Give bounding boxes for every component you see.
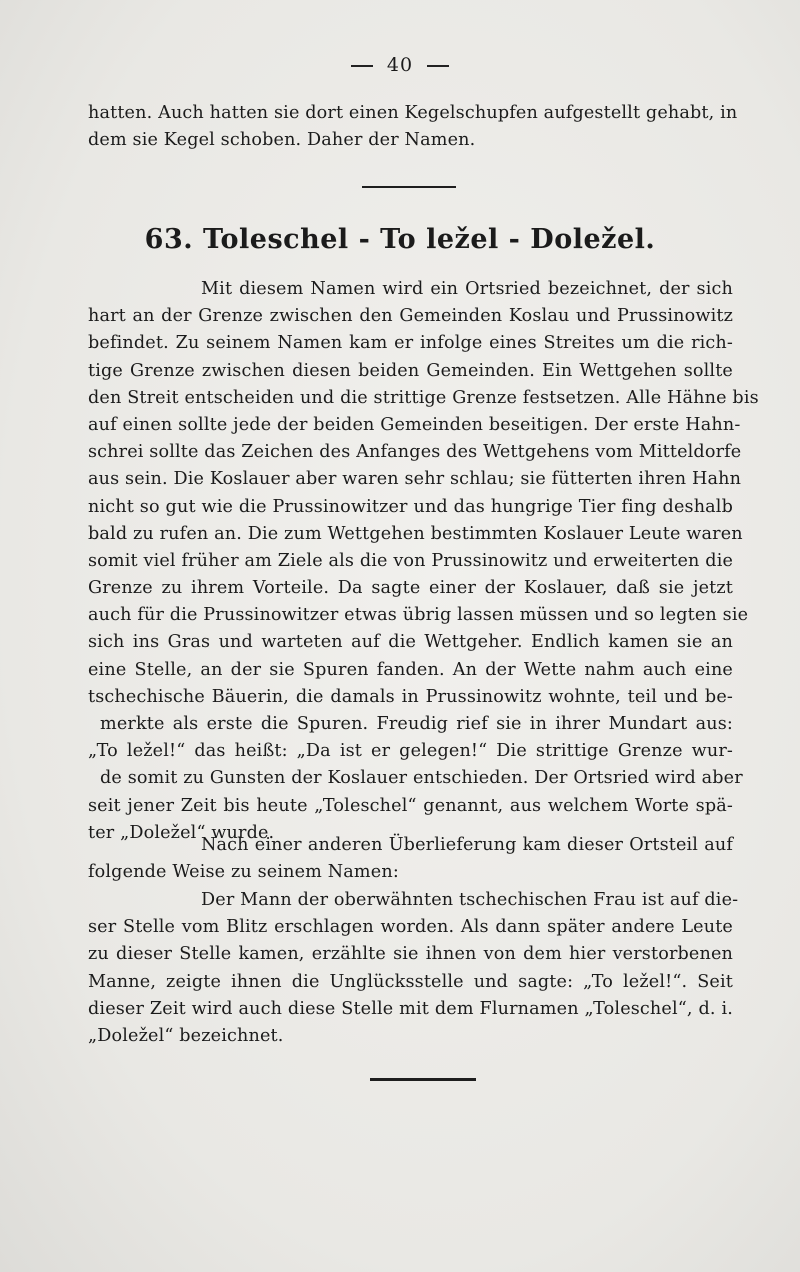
text-line: hatten. Auch hatten sie dort einen Kegelschupfen aufgestellt gehabt, in [88,103,738,123]
end-rule [370,1078,476,1081]
text-line: auch für die Prussinowitzer etwas übrig lassen müssen und so legten sie [88,605,749,626]
page-number-text: 40 [386,54,414,76]
text-line: auf einen sollte jede der beiden Gemeinden beseitigen. Der erste Hahn- [88,414,741,435]
text-line: eine Stelle, an der sie Spuren fanden. An der Wette nahm auch eine [88,659,733,680]
text-line: zu dieser Stelle kamen, erzählte sie ihnen von dem hier verstorbenen [88,944,733,965]
folio-dash-right [427,65,449,67]
text-line: tschechische Bäuerin, die damals in Prussinowitz wohnte, teil und be- [88,686,733,707]
text-line: folgende Weise zu seinem Namen: [88,862,399,883]
text-line: Manne, zeigte ihnen die Unglücksstelle und sagte: „To ležel!“. Seit [88,971,733,992]
text-line: bald zu rufen an. Die zum Wettgehen bestimmten Koslauer Leute waren [88,523,743,544]
intro-text [88,100,738,154]
page-number [0,54,800,76]
text-line: ter „Doležel“ wurde. [88,822,275,843]
text-line: Der Mann der oberwähnten tschechischen Frau ist auf die- [201,890,739,910]
text-line: dem sie Kegel schoben. Daher der Namen. [88,130,476,151]
paragraph-2 [88,832,733,886]
section-divider [362,186,456,188]
text-line: aus sein. Die Koslauer aber waren sehr schlau; sie fütterten ihren Hahn [88,469,742,490]
text-line: seit jener Zeit bis heute „Toleschel“ genannt, aus welchem Worte spä- [88,795,733,816]
text-line: de somit zu Gunsten der Koslauer entschieden. Der Ortsried wird aber [100,768,743,789]
text-line: sich ins Gras und warteten auf die Wettgeher. Endlich kamen sie an [88,632,733,653]
text-line: Nach einer anderen Überlieferung kam dieser Ortsteil auf [201,835,733,855]
text-line: hart an der Grenze zwischen den Gemeinden Koslau und Prussinowitz [88,306,733,327]
paragraph-1 [88,276,759,847]
text-line: tige Grenze zwischen diesen beiden Gemeinden. Ein Wettgehen sollte [88,360,733,381]
text-line: Grenze zu ihrem Vorteile. Da sagte einer der Koslauer, daß sie jetzt [88,578,733,599]
folio-dash-left [351,65,373,67]
text-line: „To ležel!“ das heißt: „Da ist er gelegen!“ Die strittige Grenze wur- [88,741,733,762]
text-line: Mit diesem Namen wird ein Ortsried bezeichnet, der sich [201,279,733,299]
text-line: schrei sollte das Zeichen des Anfanges des Wettgehens vom Mitteldorfe [88,442,742,463]
text-line: den Streit entscheiden und die strittige Grenze festsetzen. Alle Hähne bis [88,387,759,408]
text-line: somit viel früher am Ziele als die von Prussinowitz und erweiterten die [88,550,734,571]
text-line: ser Stelle vom Blitz erschlagen worden. Als dann später andere Leute [88,917,733,938]
text-line: nicht so gut wie die Prussinowitzer und das hungrige Tier fing deshalb [88,496,733,517]
section-heading: 63. Toleschel - To ležel - Doležel. [144,224,656,255]
text-line: „Doležel“ bezeichnet. [88,1025,284,1046]
text-line: merkte als erste die Spuren. Freudig rief sie in ihrer Mundart aus: [100,714,733,734]
text-line: befindet. Zu seinem Namen kam er infolge eines Streites um die rich- [88,333,733,354]
paragraph-3 [88,887,739,1050]
text-line: dieser Zeit wird auch diese Stelle mit dem Flurnamen „Toleschel“, d. i. [88,998,733,1019]
